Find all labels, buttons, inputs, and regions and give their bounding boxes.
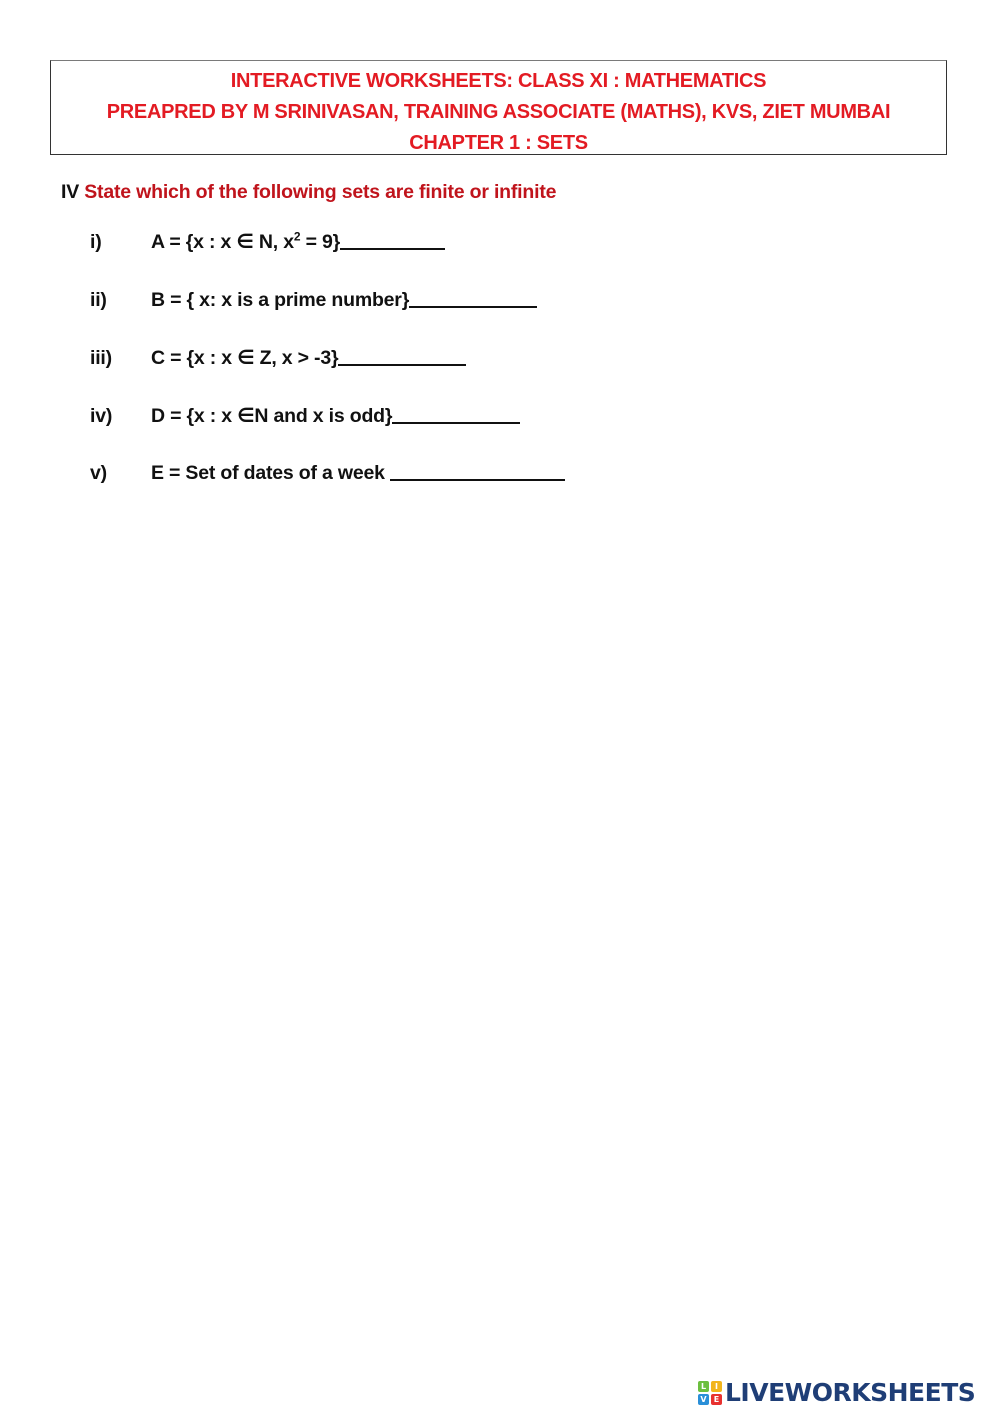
question-text: B = { x: x is a prime number} [151, 289, 410, 311]
answer-blank[interactable] [338, 346, 466, 366]
question-text: C = {x : x ∈ Z, x > -3} [151, 347, 339, 369]
question-item [90, 459, 565, 485]
logo-tiles-icon [698, 1381, 722, 1405]
logo-tile-i: I [711, 1381, 722, 1392]
question-text: E = Set of dates of a week [151, 462, 390, 484]
answer-blank[interactable] [409, 288, 537, 308]
question-number: iii) [90, 347, 112, 369]
logo-tile-e: E [711, 1394, 722, 1405]
question-text: A = {x : x ∈ N, $x^2 = 9$} [151, 229, 341, 253]
question-item [90, 344, 466, 370]
worksheet-header [50, 60, 947, 155]
answer-blank[interactable] [390, 461, 565, 481]
question-number: v) [90, 462, 107, 484]
header-chapter: CHAPTER 1 : SETS [409, 132, 588, 154]
logo-tile-v: V [698, 1394, 709, 1405]
liveworksheets-logo [698, 1378, 975, 1408]
section-heading [61, 181, 556, 204]
question-number: i) [90, 231, 102, 253]
question-item [90, 286, 537, 312]
section-number: IV [61, 181, 80, 203]
header-title: INTERACTIVE WORKSHEETS: CLASS XI : MATHEMATICS [230, 70, 767, 92]
question-item [90, 228, 445, 254]
question-number: ii) [90, 289, 107, 311]
question-item [90, 402, 520, 428]
section-instruction: State which of the following sets are finite or infinite [84, 181, 557, 203]
logo-tile-l: L [698, 1381, 709, 1392]
logo-text: LIVEWORKSHEETS [725, 1378, 976, 1407]
header-author: PREAPRED BY M SRINIVASAN, TRAINING ASSOCIATE (MATHS), KVS, ZIET MUMBAI [106, 101, 891, 123]
question-number: iv) [90, 405, 113, 427]
answer-blank[interactable] [340, 230, 445, 250]
question-text: D = {x : x ∈N and x is odd} [151, 405, 393, 427]
answer-blank[interactable] [392, 404, 520, 424]
